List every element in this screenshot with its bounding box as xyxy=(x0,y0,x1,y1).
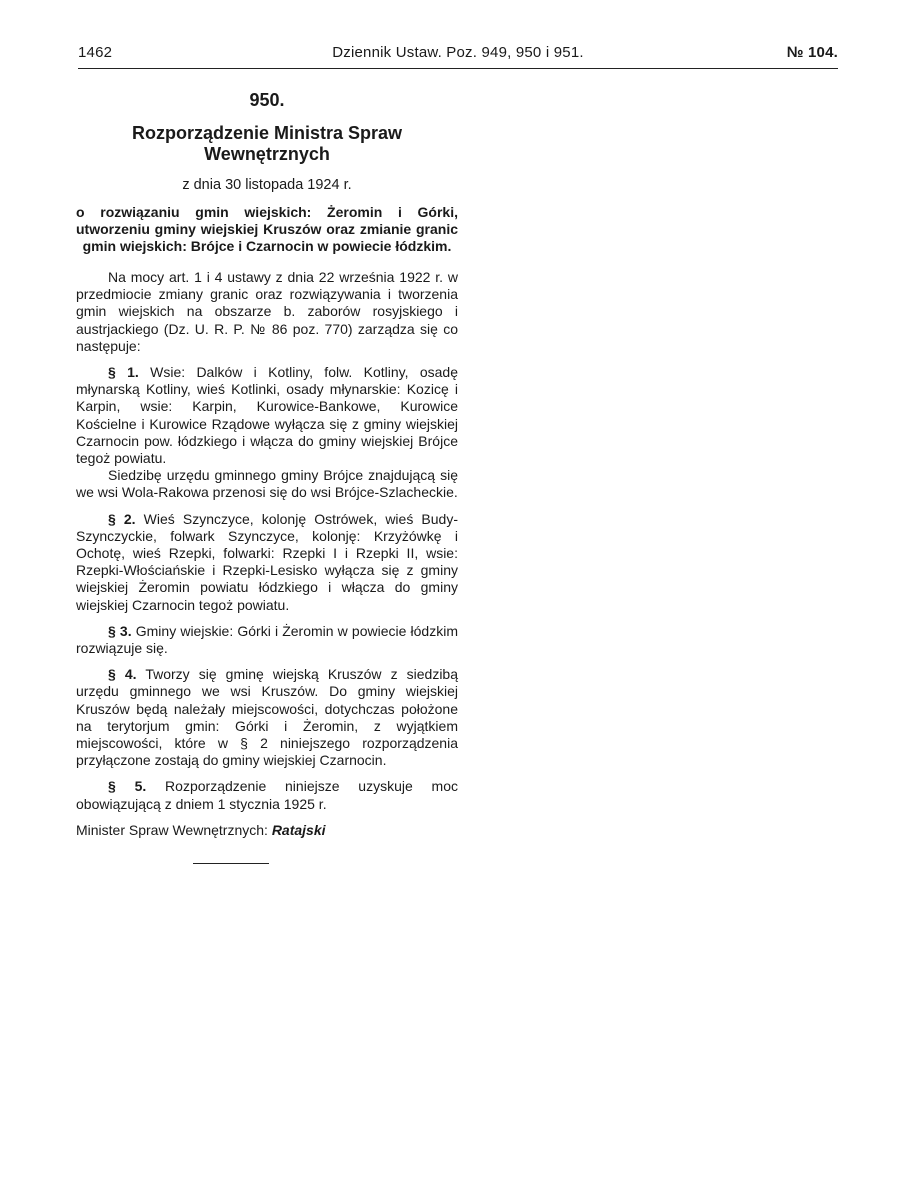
section-text: Rozporządzenie niniejsze uzyskuje moc obowiązującą z dniem 1 stycznia 1925 r. xyxy=(76,778,459,812)
section-label: § 3. xyxy=(108,622,132,639)
position-number: 950. xyxy=(249,90,285,110)
signature-line xyxy=(76,822,458,839)
journal-title: Dziennik Ustaw. Poz. 949, 950 i 951. xyxy=(332,44,584,61)
section-label: § 1. xyxy=(108,364,139,381)
section-label: § 4. xyxy=(108,666,137,683)
document-date: z dnia 30 listopada 1924 r. xyxy=(182,177,352,193)
document-subject: o rozwiązaniu gmin wiejskich: Żeromin i Górki, utworzeniu gminy wiejskiej Kruszów oraz zmianie granic gmin wiejskich: Brójce i Czarnocin w powiecie łódzkim. xyxy=(76,204,458,254)
section-4 xyxy=(76,666,458,769)
section-text: Wieś Szynczyce, kolonję Ostrówek, wieś Budy-Szynczyckie, folwark Szynczyce, kolonję: Krzyżówkę i Ochotę, wieś Rzepki, folwarki: Rzepki I i Rzepki II, wsie: Rzepki-Włościańskie i Rzepki-Lesisko wyłącza się z gminy wiejskiej Żeromin powiatu łódzkiego i włącza do gminy wiejskiej Czarnocin tegoż powiatu. xyxy=(76,510,458,613)
section-3 xyxy=(76,623,458,657)
signature-name: Ratajski xyxy=(271,821,326,838)
section-1-continuation xyxy=(76,467,458,501)
document-body xyxy=(76,90,458,864)
preamble: Na mocy art. 1 i 4 ustawy z dnia 22 września 1922 r. w przedmiocie zmiany granic oraz rozwiązywania i tworzenia gmin wiejskich na obszarze b. zaborów rosyjskiego i austrjackiego (Dz. U. R. P. № 86 poz. 770) zarządza się co następuje: xyxy=(76,269,458,354)
document-title: Rozporządzenie Ministra Spraw Wewnętrznych xyxy=(131,123,403,164)
section-5 xyxy=(76,778,458,812)
issue-number: № 104. xyxy=(786,44,838,61)
section-text: Siedzibę urzędu gminnego gminy Brójce znajdującą się we wsi Wola-Rakowa przenosi się do wsi Brójce-Szlacheckie. xyxy=(76,467,458,501)
end-divider xyxy=(193,863,269,864)
header-divider xyxy=(78,68,838,69)
page-header xyxy=(78,44,838,68)
section-text: Gminy wiejskie: Górki i Żeromin w powiecie łódzkim rozwiązuje się. xyxy=(76,622,458,657)
section-1 xyxy=(76,364,458,467)
page-number: 1462 xyxy=(78,44,113,61)
section-text: Tworzy się gminę wiejską Kruszów z siedzibą urzędu gminnego we wsi Kruszów. Do gminy wiejskiej Kruszów będą należały miejscowości, dotychczas położone na terytorjum gmin: Górki i Żeromin, z wyjątkiem miejscowości, które w § 2 niniejszego rozporządzenia przyłączone zostają do gminy wiejskiej Czarnocin. xyxy=(76,666,458,769)
section-label: § 5. xyxy=(108,778,147,795)
section-2 xyxy=(76,511,458,614)
section-text: Wsie: Dalków i Kotliny, folw. Kotliny, osadę młynarską Kotliny, wieś Kotlinki, osady młynarskie: Kozicę i Karpin, wsie: Karpin, Kurowice-Bankowe, Kurowice Kościelne i Kurowice Rządowe wyłącza się z gminy wiejskiej Czarnocin pow. łódzkiego i włącza do gminy wiejskiej Brójce tegoż powiatu. xyxy=(76,364,458,467)
signature-role: Minister Spraw Wewnętrznych: xyxy=(76,821,268,838)
section-label: § 2. xyxy=(108,510,136,527)
